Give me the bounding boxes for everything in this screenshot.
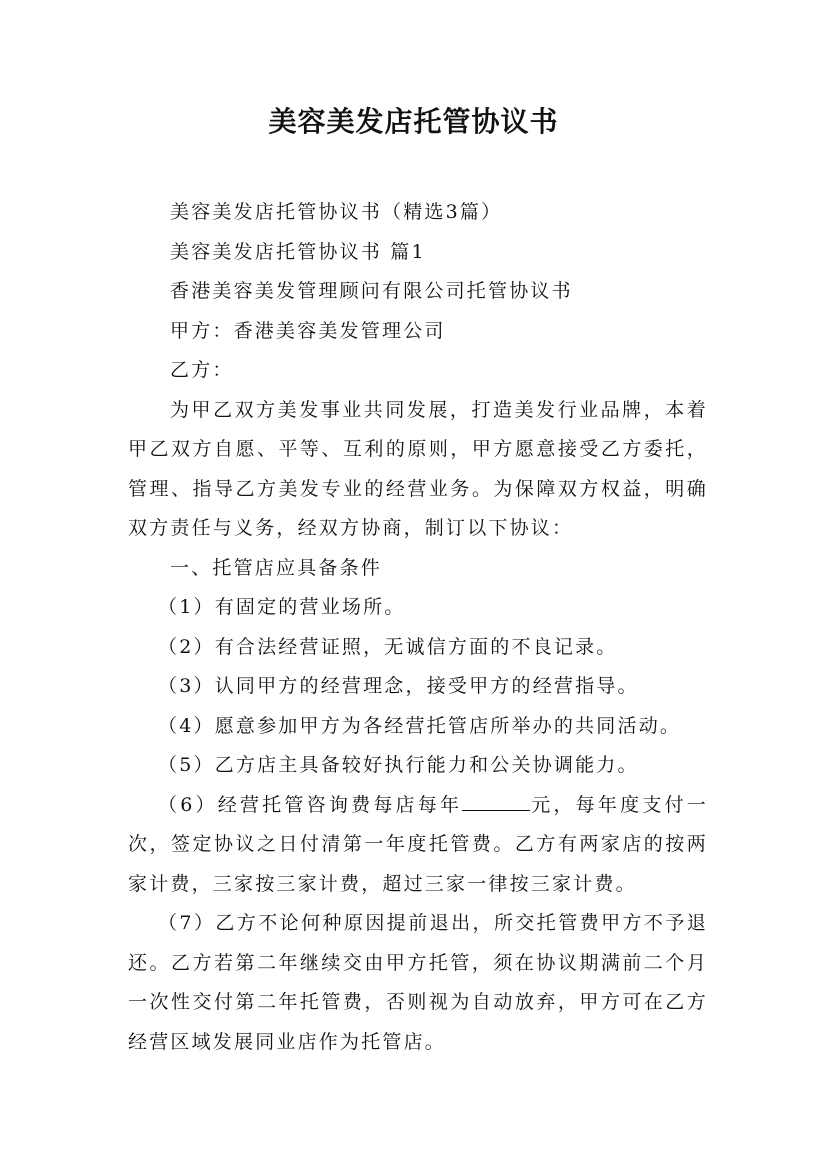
paragraph-agreement-name: 香港美容美发管理顾问有限公司托管协议书 (170, 280, 573, 302)
paragraph-subtitle: 美容美发店托管协议书（精选3篇） (170, 201, 503, 223)
condition-6-lead: （6）经营托管咨询费每店每年 (158, 793, 463, 816)
condition-6-rest: 元，每年度支付一次，签定协议之日付清第一年度托管费。乙方有两家店的按两家计费，三家按三家计费，超过三家一律按三家计费。 (128, 793, 709, 895)
paragraph-party-b: 乙方： (170, 359, 234, 381)
paragraph-condition-1: （1）有固定的营业场所。 (158, 596, 406, 618)
paragraph-preamble: 为甲乙双方美发事业共同发展，打造美发行业品牌，本着甲乙双方自愿、平等、互利的原则，甲方愿意接受乙方委托，管理、指导乙方美发专业的经营业务。为保障双方权益，明确双方责任与义务，经双方协商，制订以下协议： (128, 398, 708, 539)
paragraph-condition-5: （5）乙方店主具备较好执行能力和公关协调能力。 (158, 754, 639, 776)
paragraph-condition-3: （3）认同甲方的经营理念，接受甲方的经营指导。 (158, 675, 639, 697)
document-body (128, 193, 708, 1062)
paragraph-condition-7: （7）乙方不论何种原因提前退出，所交托管费甲方不予退还。乙方若第二年继续交由甲方托管，须在协议期满前二个月一次性交付第二年托管费，否则视为自动放弃，甲方可在乙方经营区域发展同业店作为托管店。 (128, 912, 708, 1053)
paragraph-conditions-heading: 一、托管店应具备条件 (170, 556, 383, 579)
fee-blank-line (462, 809, 530, 811)
paragraph-section-heading: 美容美发店托管协议书 篇1 (170, 240, 426, 263)
paragraph-condition-6 (128, 786, 708, 905)
paragraph-condition-2: （2）有合法经营证照，无诚信方面的不良记录。 (158, 635, 618, 658)
document-title: 美容美发店托管协议书 (268, 105, 559, 138)
paragraph-party-a: 甲方：香港美容美发管理公司 (170, 319, 446, 342)
paragraph-condition-4: （4）愿意参加甲方为各经营托管店所举办的共同活动。 (158, 714, 682, 737)
